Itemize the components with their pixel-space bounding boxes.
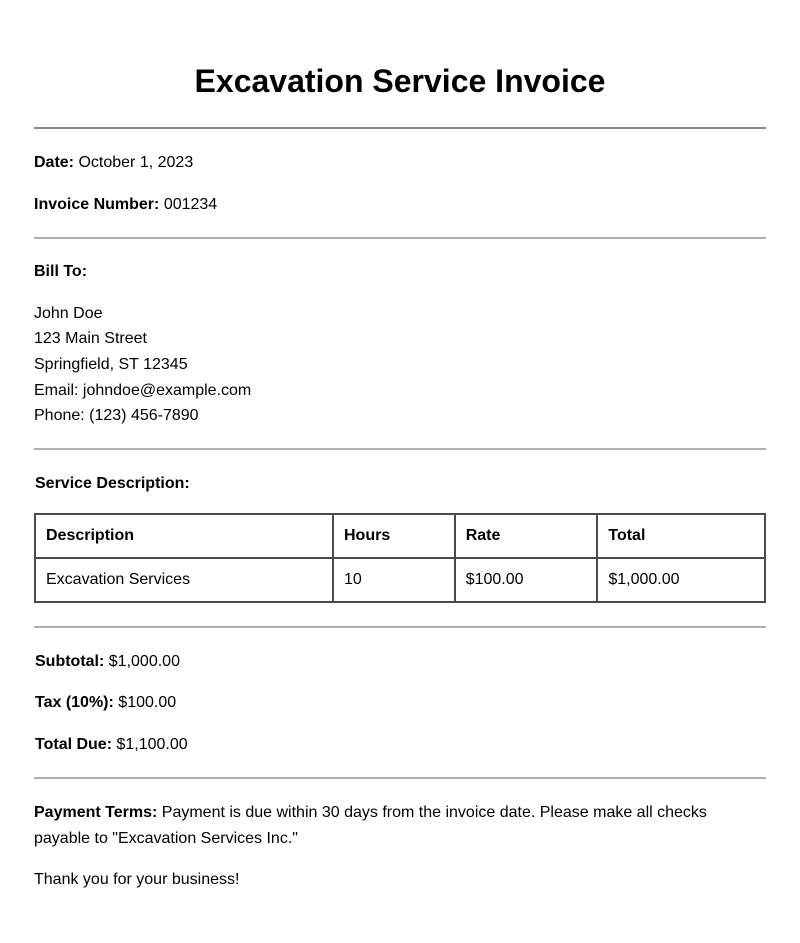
- invoice-number: [34, 195, 217, 215]
- bill-to-label: Bill To:: [34, 263, 88, 280]
- customer-name: John Doe: [34, 305, 103, 322]
- date-label: Date:: [34, 154, 75, 171]
- cell-rate: $100.00: [455, 558, 598, 602]
- subtotal: [35, 652, 180, 672]
- total-due-value: $1,100.00: [116, 736, 188, 753]
- customer-email: Email: johndoe@example.com: [34, 382, 252, 399]
- column-header-rate: Rate: [455, 514, 598, 558]
- column-header-total: Total: [597, 514, 765, 558]
- total-due-label: Total Due:: [35, 736, 113, 753]
- invoice-number-label: Invoice Number:: [34, 196, 160, 213]
- service-table: [34, 513, 766, 603]
- service-description-label: Service Description:: [35, 475, 190, 492]
- cell-description: Excavation Services: [35, 558, 333, 602]
- divider: [34, 777, 766, 779]
- divider: [34, 127, 766, 129]
- subtotal-value: $1,000.00: [108, 653, 180, 670]
- divider: [34, 448, 766, 450]
- subtotal-label: Subtotal:: [35, 653, 105, 670]
- closing-message: Thank you for your business!: [34, 871, 240, 888]
- divider: [34, 626, 766, 628]
- customer-city: Springfield, ST 12345: [34, 356, 188, 373]
- customer-street: 123 Main Street: [34, 330, 147, 347]
- column-header-hours: Hours: [333, 514, 455, 558]
- cell-total: $1,000.00: [597, 558, 765, 602]
- total-due: [35, 735, 188, 755]
- tax-label: Tax (10%):: [35, 694, 114, 711]
- tax-value: $100.00: [118, 694, 177, 711]
- page-title: Excavation Service Invoice: [194, 63, 606, 99]
- payment-terms: [34, 800, 754, 852]
- invoice-date: [34, 153, 193, 173]
- payment-terms-label: Payment Terms:: [34, 804, 158, 821]
- customer-phone: Phone: (123) 456-7890: [34, 407, 199, 424]
- date-value: October 1, 2023: [78, 154, 194, 171]
- payment-terms-text: Payment is due within 30 days from the invoice date. Please make all checks payable to "Excavation Services Inc.": [34, 804, 707, 847]
- divider: [34, 237, 766, 239]
- column-header-description: Description: [35, 514, 333, 558]
- table-row: [35, 558, 765, 602]
- tax: [35, 693, 176, 713]
- invoice-number-value: 001234: [163, 196, 218, 213]
- cell-hours: 10: [333, 558, 455, 602]
- table-header-row: [35, 514, 765, 558]
